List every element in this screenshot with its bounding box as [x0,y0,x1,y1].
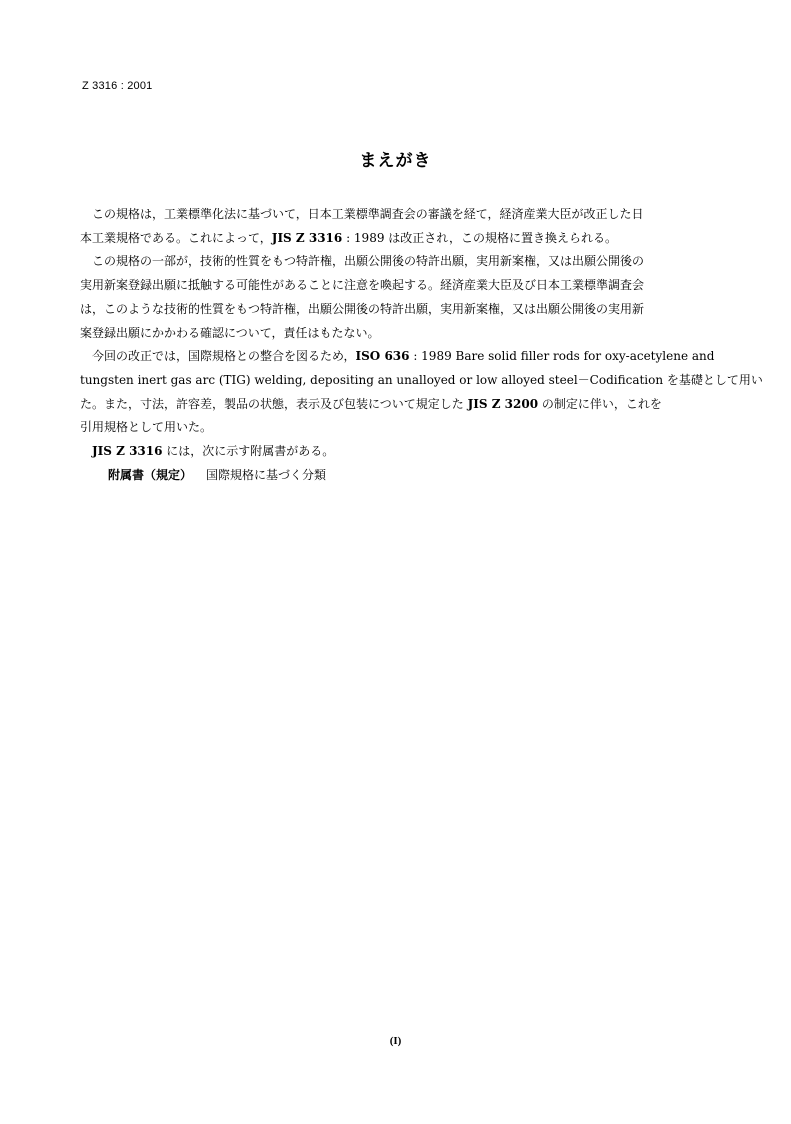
annex-title: 国際規格に基づく分類 [206,467,327,482]
paragraph-line [80,345,715,369]
paragraph-line [80,393,712,417]
paragraph-line: tungsten inert gas arc (TIG) welding, depositing an unalloyed or low alloyed steel－Codification を基礎として用い [80,372,763,387]
paragraph-line: 引用規格として用いた。 [80,420,213,435]
page-number: (I) [389,1035,402,1047]
paragraph-annex-intro [80,440,712,464]
paragraph-line: この規格の一部が，技術的性質をもつ特許権，出願公開後の特許出願，実用新案権，又は出願公開後の [92,254,645,269]
text-fragment: 本工業規格である。これによって， [80,230,272,245]
paragraph-line [80,440,712,464]
page-title: まえがき [359,151,432,171]
paragraph-line: は，このような技術的性質をもつ特許権，出願公開後の特許出願，実用新案権，又は出願公開後の実用新 [80,301,645,316]
annex-label: 附属書（規定） [108,467,193,482]
text-fragment: には，次に示す附属書がある。 [162,444,335,459]
annex-entry [80,464,712,488]
text-fragment: た。また，寸法，許容差，製品の状態，表示及び包装について規定した [80,396,468,411]
annex-line [80,464,712,488]
paragraph-patent-notice [80,250,712,345]
text-fragment: : 1989 Bare solid filler rods for oxy-acetylene and [409,349,715,364]
document-id: Z 3316 : 2001 [82,80,153,92]
standard-reference: JIS Z 3316 [271,230,343,245]
paragraph-line [80,227,712,251]
standard-reference: JIS Z 3316 [92,444,163,459]
document-body [80,203,763,487]
text-fragment: : 1989 は改正され，この規格に置き換えられる。 [342,230,617,245]
paragraph-line: この規格は，工業標準化法に基づいて，日本工業標準調査会の審議を経て，経済産業大臣が改正した日 [92,207,644,221]
text-fragment: 今回の改正では，国際規格との整合を図るため， [92,349,356,364]
paragraph-revision [80,203,712,250]
text-fragment: の制定に伴い，これを [538,396,662,411]
standard-reference: JIS Z 3200 [467,396,539,411]
paragraph-line: 案登録出願にかかわる確認について，責任はもたない。 [80,325,380,340]
standard-reference: ISO 636 [355,349,410,364]
paragraph-harmonization [80,345,763,440]
paragraph-line: 実用新案登録出願に抵触する可能性があることに注意を喚起する。経済産業大臣及び日本工業標準調査会 [80,278,645,293]
